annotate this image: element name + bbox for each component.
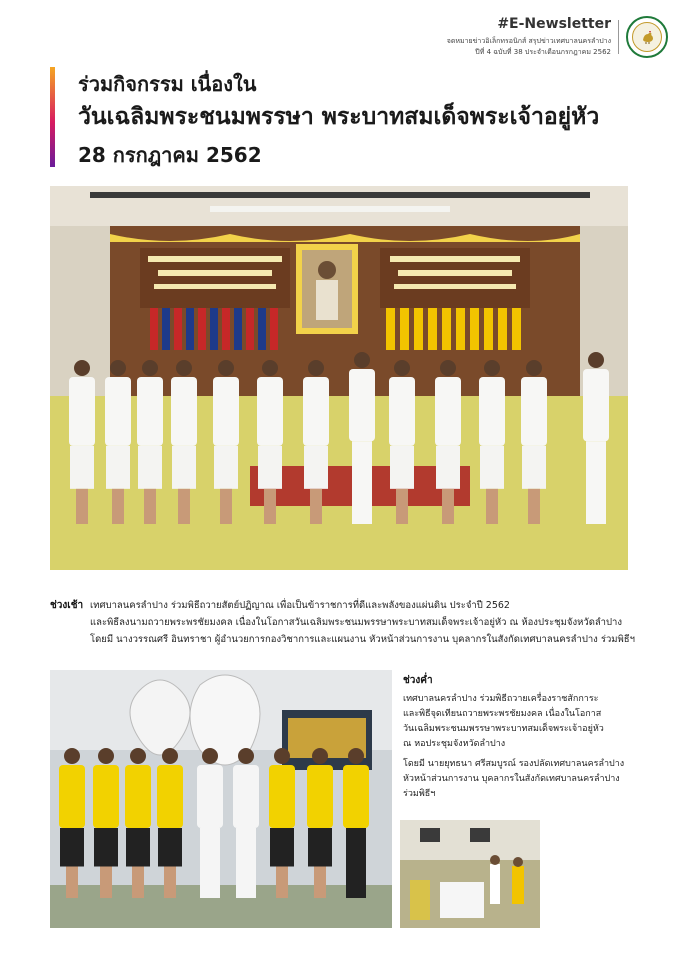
page-title-line2: วันเฉลิมพระชนมพรรษา พระบาทสมเด็จพระเจ้าอยู่หัว bbox=[78, 104, 600, 130]
morning-text-line: และพิธีลงนามถวายพระพรชัยมงคล เนื่องในโอกาสวันเฉลิมพระชนมพรรษาพระบาทสมเด็จพระเจ้าอยู่หัว ณ ห้องประชุมจังหวัดลำปาง bbox=[90, 617, 623, 628]
evening-text-line: โดยมี นายยุทธนา ศรีสมบูรณ์ รองปลัดเทศบาลนครลำปาง bbox=[403, 759, 625, 769]
evening-text-line: หัวหน้าส่วนการงาน บุคลากรในสังกัดเทศบาลนครลำปาง bbox=[403, 774, 620, 784]
evening-section-label: ช่วงค่ำ bbox=[403, 675, 433, 686]
page-title-line1: ร่วมกิจกรรม เนื่องใน bbox=[78, 72, 257, 96]
title-accent-bar bbox=[50, 67, 55, 167]
evening-candle-photo bbox=[400, 820, 540, 928]
evening-text-line: วันเฉลิมพระชนมพรรษาพระบาทสมเด็จพระเจ้าอยู่หัว bbox=[403, 724, 604, 734]
municipality-logo-icon bbox=[626, 16, 668, 58]
header-divider bbox=[618, 20, 619, 54]
newsletter-subtitle-line1: จดหมายข่าวอิเล็กทรอนิกส์ สรุปข่าวเทศบาลนครลำปาง bbox=[446, 37, 611, 45]
newsletter-subtitle-line2: ปีที่ 4 ฉบับที่ 38 ประจำเดือนกรกฎาคม 2562 bbox=[475, 48, 611, 56]
evening-ceremony-photo bbox=[50, 670, 392, 928]
evening-text-line: และพิธีจุดเทียนถวายพระพรชัยมงคล เนื่องในโอกาส bbox=[403, 709, 602, 719]
morning-text-line: เทศบาลนครลำปาง ร่วมพิธีถวายสัตย์ปฏิญาณ เพื่อเป็นข้าราชการที่ดีและพลังของแผ่นดิน ประจำปี 2562 bbox=[90, 600, 510, 611]
evening-text-line: เทศบาลนครลำปาง ร่วมพิธีถวายเครื่องราชสักการะ bbox=[403, 694, 599, 704]
evening-text-line: ณ หอประชุมจังหวัดลำปาง bbox=[403, 739, 506, 749]
morning-ceremony-photo bbox=[50, 186, 628, 570]
page-title-date: 28 กรกฎาคม 2562 bbox=[78, 143, 262, 167]
morning-text-line: โดยมี นางวรรณศรี อินทราชา ผู้อำนวยการกองวิชาการและแผนงาน หัวหน้าส่วนการงาน บุคลากรในสังกัดเทศบาลนครลำปาง ร่วมพิธีฯ bbox=[90, 634, 635, 645]
morning-section-label: ช่วงเช้า bbox=[50, 600, 84, 611]
rooster-icon bbox=[640, 29, 656, 45]
evening-text-line: ร่วมพิธีฯ bbox=[403, 789, 436, 799]
newsletter-title: #E-Newsletter bbox=[497, 16, 611, 32]
